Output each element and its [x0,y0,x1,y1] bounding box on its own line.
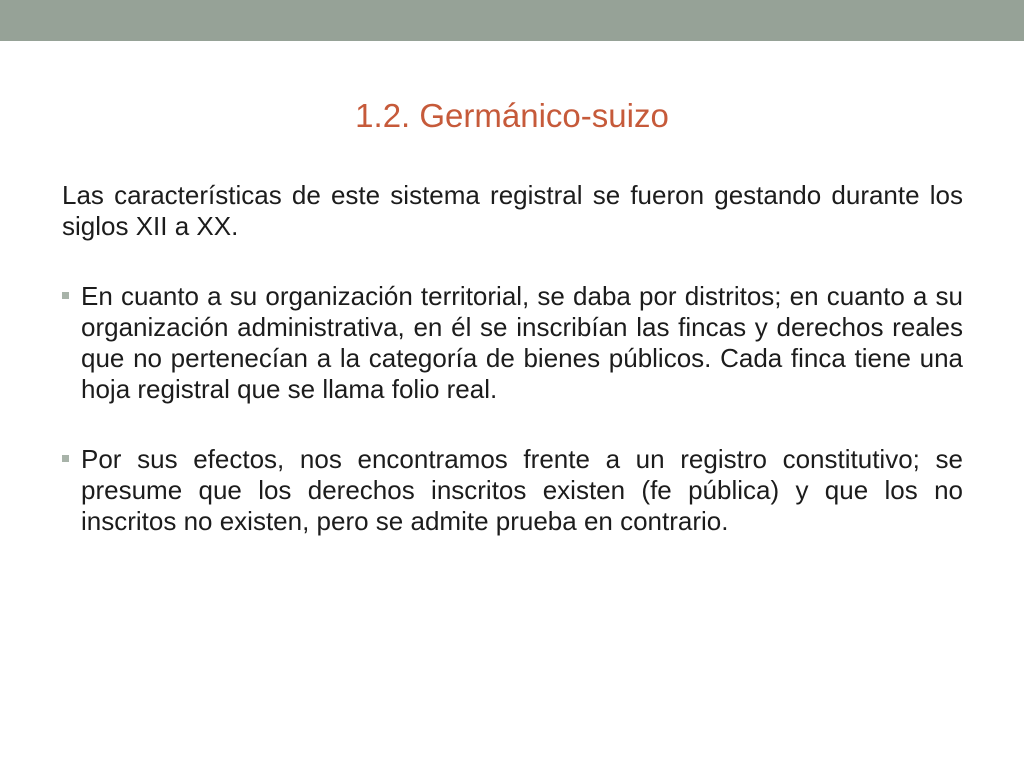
bullet-item [62,444,963,537]
square-bullet-icon [62,455,69,462]
bullet-item [62,281,963,405]
bullet-text: En cuanto a su organización territorial, se daba por distritos; en cuanto a su organización administrativa, en él se inscribían las fincas y derechos reales que no pertenecían a la categoría de bienes públicos. Cada finca tiene una hoja registral que se llama folio real. [81,281,963,404]
slide-body [62,180,963,576]
square-bullet-icon [62,292,69,299]
top-accent-bar [0,0,1024,41]
slide-title: 1.2. Germánico-suizo [355,97,669,134]
bullet-text: Por sus efectos, nos encontramos frente a un registro constitutivo; se presume que los derechos inscritos existen (fe pública) y que los no inscritos no existen, pero se admite prueba en contrario. [81,444,963,536]
intro-paragraph: Las características de este sistema registral se fueron gestando durante los siglos XII a XX. [62,180,963,241]
